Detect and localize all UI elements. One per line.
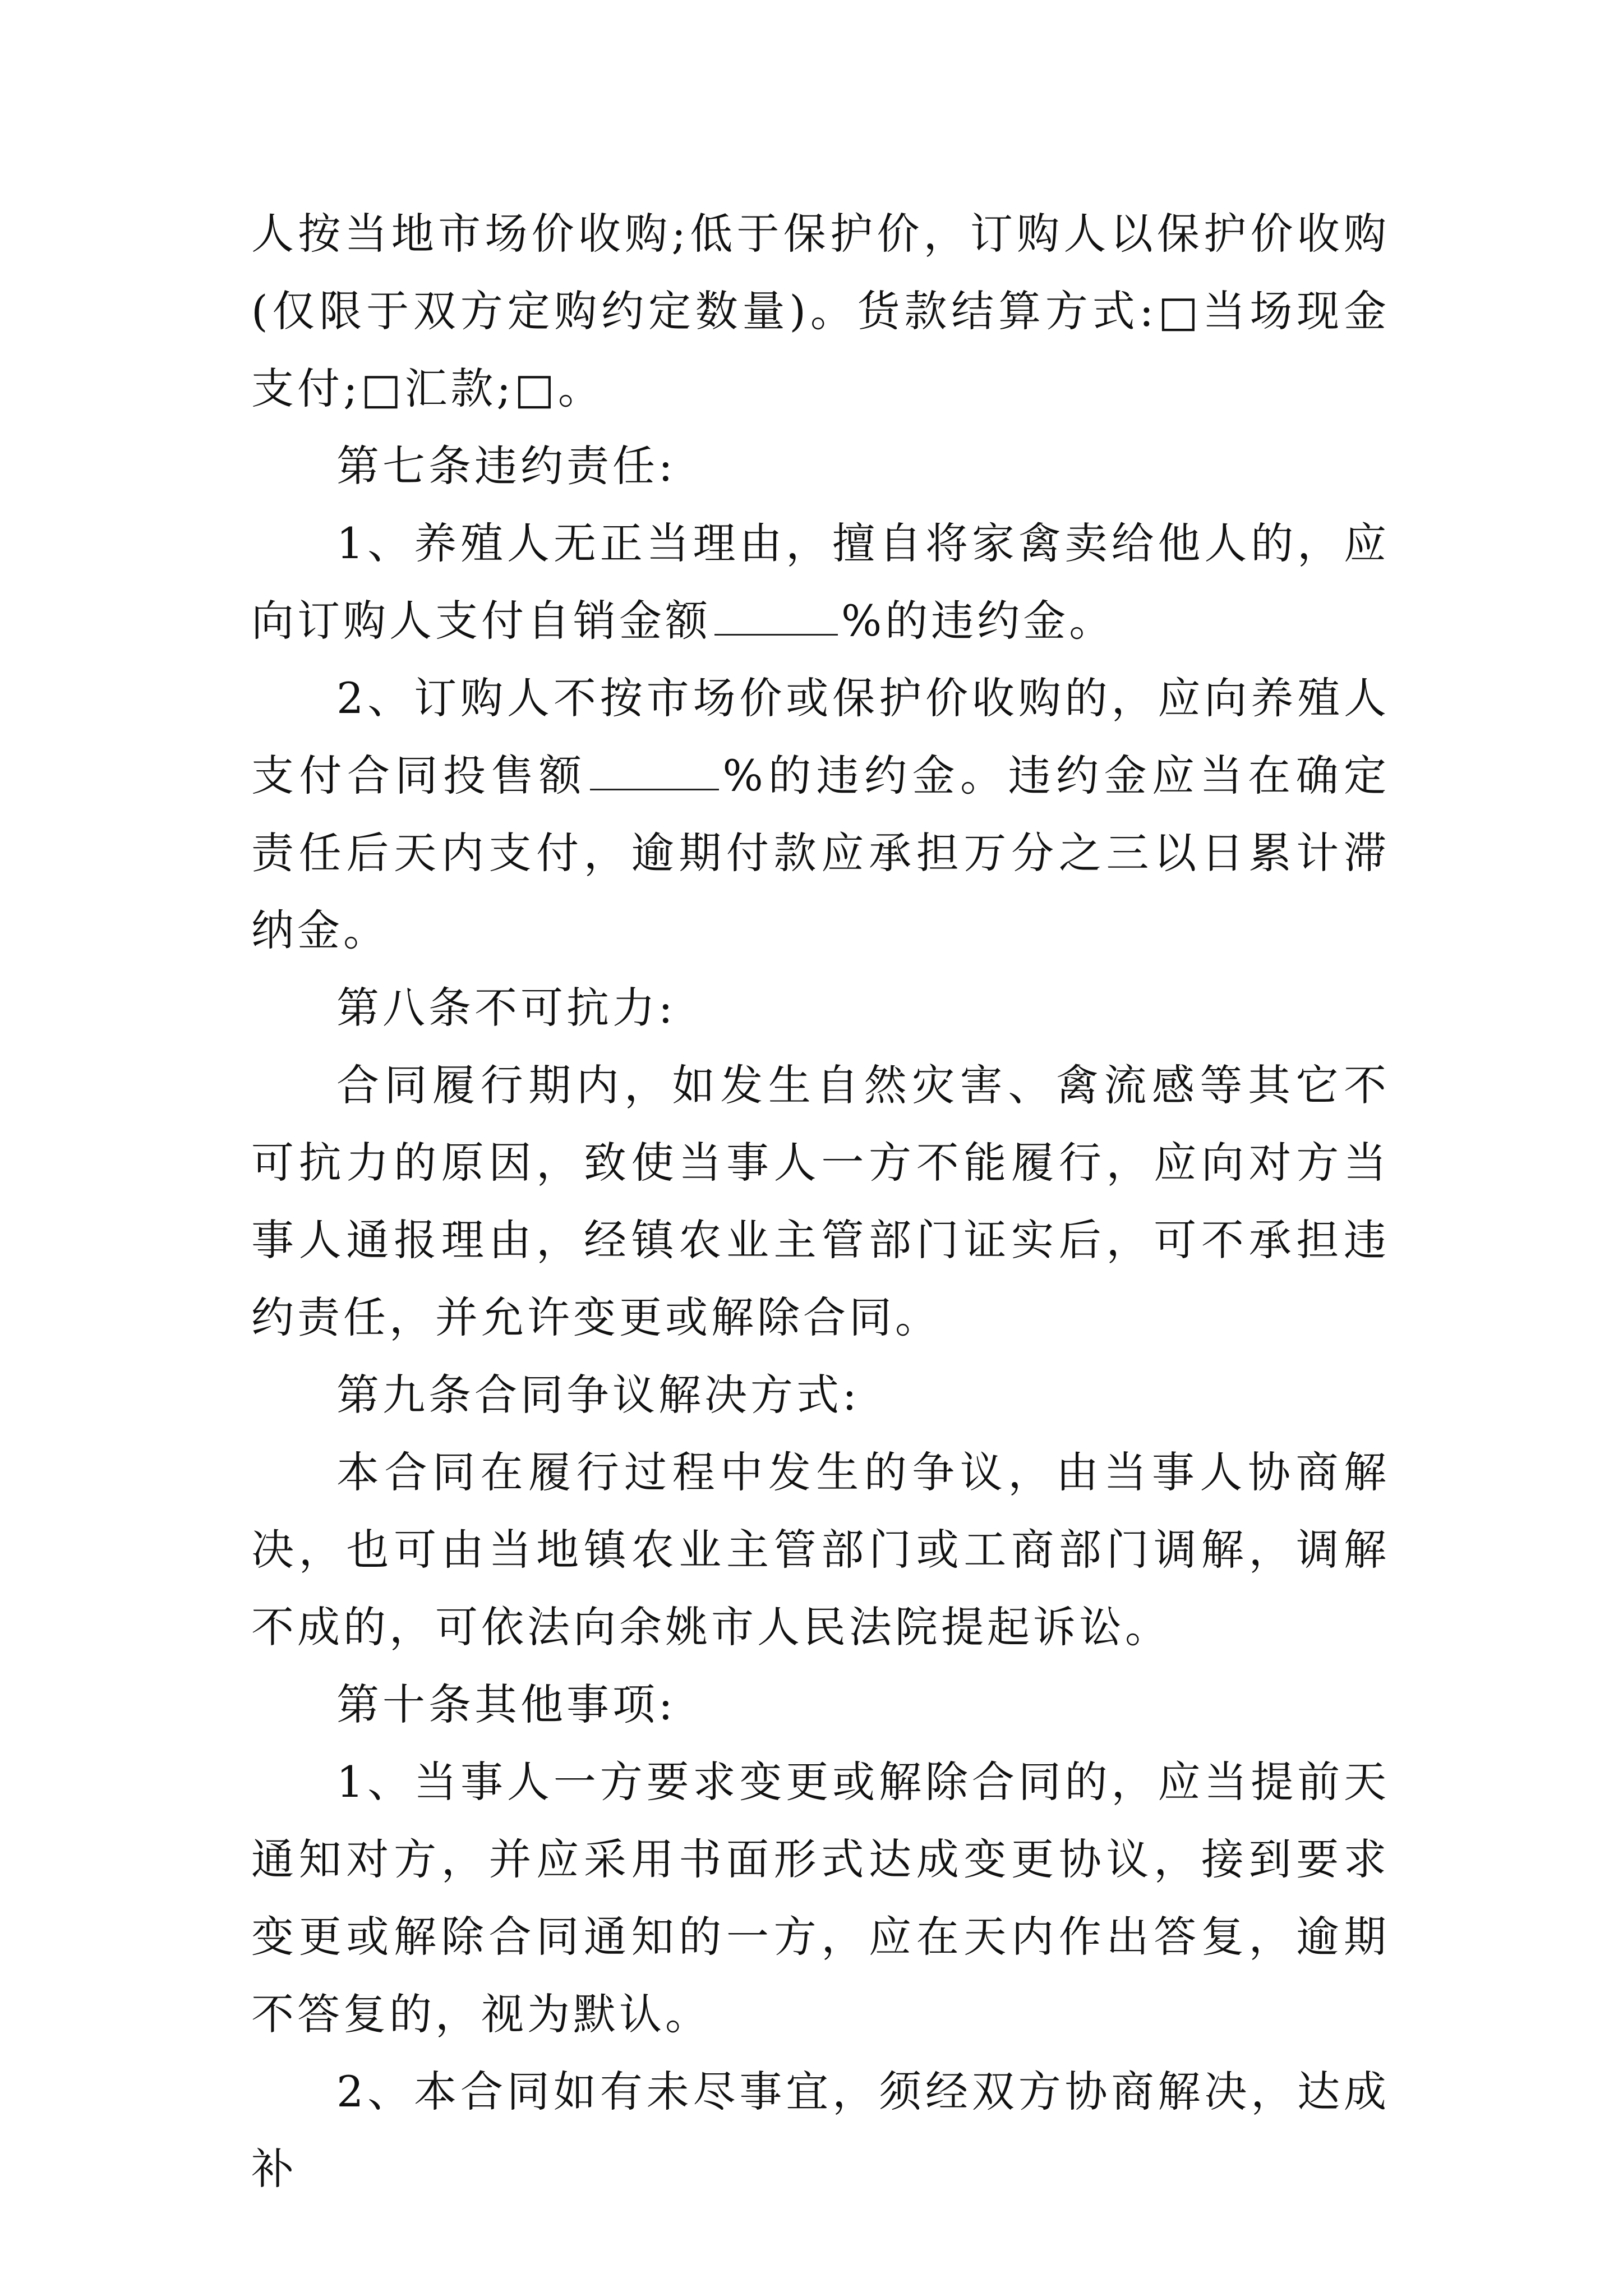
paragraph-text: 本合同在履行过程中发生的争议，由当事人协商解决，也可由当地镇农业主管部门或工商部门调解，调解不成的，可依法向余姚市人民法院提起诉讼。 bbox=[251, 1447, 1390, 1652]
article-8-heading bbox=[251, 969, 1390, 1047]
heading-text: 第九条合同争议解决方式: bbox=[336, 1370, 860, 1420]
clause-text-after: %的违约金。 bbox=[841, 596, 1115, 646]
percentage-blank bbox=[590, 788, 719, 790]
paragraph-text: 人按当地市场价收购;低于保护价，订购人以保护价收购(仅限于双方定购约定数量)。货款结算方式:□当场现金支付;□汇款;□。 bbox=[251, 209, 1390, 413]
article-9-body bbox=[251, 1434, 1390, 1666]
paragraph-payment-terms bbox=[251, 195, 1390, 427]
percentage-blank bbox=[714, 633, 838, 636]
clause-text-before: 1、养殖人无正当理由，擅自将家禽卖给他人的，应向订购人支付自销金额 bbox=[251, 518, 1390, 646]
heading-text: 第十条其他事项: bbox=[336, 1680, 676, 1729]
contract-text bbox=[251, 195, 1390, 2208]
article-8-body bbox=[251, 1047, 1390, 1356]
clause-text-after: %的违约金。违约金应当在确定责任后天内支付，逾期付款应承担万分之三以日累计滞纳金。 bbox=[251, 751, 1390, 955]
article-10-heading bbox=[251, 1666, 1390, 1743]
paragraph-text: 2、本合同如有未尽事宜，须经双方协商解决，达成补 bbox=[251, 2067, 1390, 2194]
clause-text-before: 2、订购人不按市场价或保护价收购的，应向养殖人支付合同投售额 bbox=[251, 673, 1390, 800]
article-9-heading bbox=[251, 1356, 1390, 1434]
heading-text: 第七条违约责任: bbox=[336, 441, 676, 491]
article-10-clause-1 bbox=[251, 1743, 1390, 2053]
article-7-heading bbox=[251, 427, 1390, 505]
heading-text: 第八条不可抗力: bbox=[336, 983, 676, 1033]
article-7-clause-2 bbox=[251, 660, 1390, 969]
paragraph-text: 1、当事人一方要求变更或解除合同的，应当提前天通知对方，并应采用书面形式达成变更协议，接到要求变更或解除合同通知的一方，应在天内作出答复，逾期不答复的，视为默认。 bbox=[251, 1757, 1390, 2039]
paragraph-text: 合同履行期内，如发生自然灾害、禽流感等其它不可抗力的原因，致使当事人一方不能履行，应向对方当事人通报理由，经镇农业主管部门证实后，可不承担违约责任，并允许变更或解除合同。 bbox=[251, 1060, 1390, 1342]
article-7-clause-1 bbox=[251, 505, 1390, 660]
article-10-clause-2 bbox=[251, 2053, 1390, 2208]
